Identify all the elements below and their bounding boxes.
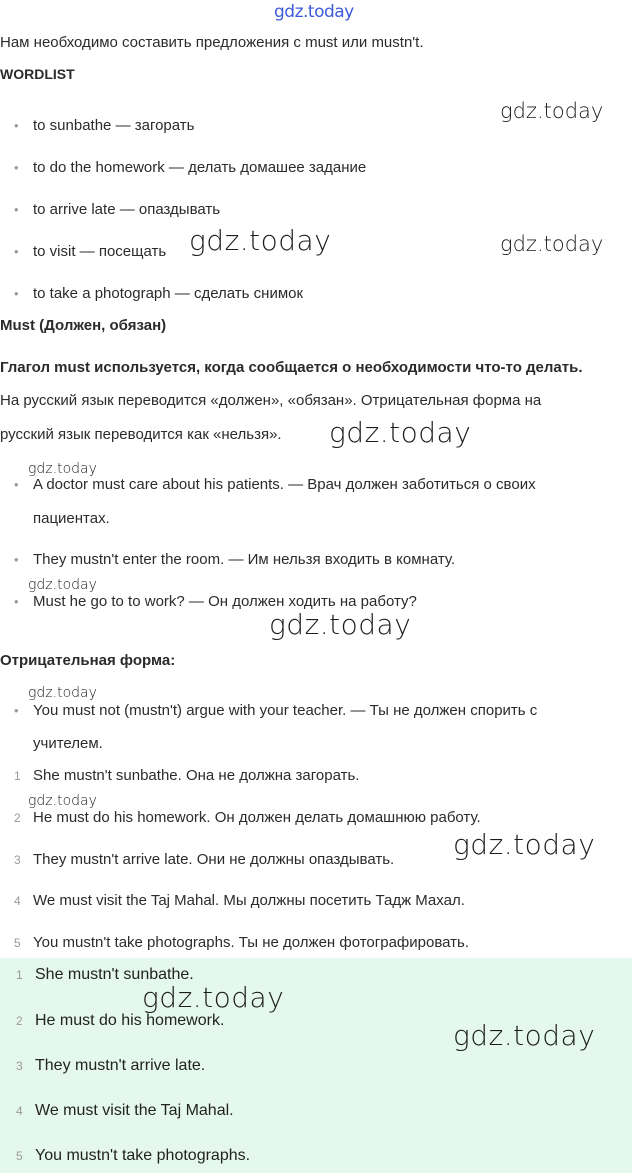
- numbered-item: [14, 892, 465, 909]
- answer-text: They mustn't arrive late.: [35, 1057, 206, 1074]
- watermark: gdz.today: [500, 99, 604, 123]
- wordlist-item-text: to do the homework — делать домашее задание: [33, 159, 367, 176]
- bullet-icon: •: [14, 552, 19, 567]
- item-number: 5: [14, 936, 21, 950]
- negative-example: [14, 702, 537, 719]
- bullet-icon: •: [14, 477, 19, 492]
- example-text: Must he go to to work? — Он должен ходить на работу?: [33, 593, 417, 610]
- example-item: [14, 476, 536, 493]
- rule-bold: Глагол must используется, когда сообщается о необходимости что-то делать.: [0, 359, 583, 376]
- item-number: 3: [14, 853, 21, 867]
- item-text: We must visit the Taj Mahal. Мы должны посетить Тадж Махал.: [33, 892, 465, 909]
- item-number: 4: [14, 894, 21, 908]
- bullet-icon: •: [14, 286, 19, 301]
- watermark: gdz.today: [28, 461, 97, 477]
- answer-number: 4: [16, 1104, 23, 1118]
- item-number: 1: [14, 769, 21, 783]
- bullet-icon: •: [14, 118, 19, 133]
- answer-item: [16, 1057, 205, 1075]
- item-text: She mustn't sunbathe. Она не должна загорать.: [33, 767, 360, 784]
- answer-text: He must do his homework.: [35, 1012, 225, 1029]
- negative-example-text: You must not (mustn't) argue with your teacher. — Ты не должен спорить с: [33, 702, 538, 719]
- wordlist-item: [14, 243, 166, 260]
- answer-number: 1: [16, 968, 23, 982]
- answer-text: She mustn't sunbathe.: [35, 966, 194, 983]
- watermark: gdz.today: [453, 828, 596, 861]
- numbered-item: [14, 767, 359, 784]
- wordlist-item: [14, 285, 303, 302]
- numbered-item: [14, 851, 394, 868]
- watermark: gdz.today: [28, 793, 97, 809]
- bullet-icon: •: [14, 594, 19, 609]
- item-text: He must do his homework. Он должен делать домашнюю работу.: [33, 809, 481, 826]
- site-watermark-top: gdz.today: [274, 2, 354, 22]
- answer-number: 5: [16, 1149, 23, 1163]
- example-text: A doctor must care about his patients. — Врач должен заботиться о своих: [33, 476, 536, 493]
- item-text: You mustn't take photographs. Ты не должен фотографировать.: [33, 934, 469, 951]
- numbered-item: [14, 809, 481, 826]
- item-number: 2: [14, 811, 21, 825]
- rule-line-2: русский язык переводится как «нельзя».: [0, 426, 282, 443]
- must-heading: Must (Должен, обязан): [0, 317, 167, 334]
- wordlist-item-text: to take a photograph — сделать снимок: [33, 285, 304, 302]
- example-item: [14, 551, 455, 568]
- bullet-icon: •: [14, 202, 19, 217]
- answer-item: [16, 1012, 224, 1030]
- numbered-item: [14, 934, 469, 951]
- negative-heading: Отрицательная форма:: [0, 652, 176, 669]
- answer-text: We must visit the Taj Mahal.: [35, 1102, 234, 1119]
- wordlist-item-text: to visit — посещать: [33, 243, 167, 260]
- wordlist-item: [14, 159, 366, 176]
- negative-example-continued: учителем.: [33, 735, 103, 752]
- bullet-icon: •: [14, 160, 19, 175]
- answer-item: [16, 1147, 250, 1165]
- answer-text: You mustn't take photographs.: [35, 1147, 251, 1164]
- intro-text: Нам необходимо составить предложения с must или mustn't.: [0, 34, 424, 51]
- wordlist-item-text: to arrive late — опаздывать: [33, 201, 221, 218]
- answer-item: [16, 1102, 234, 1120]
- wordlist-item: [14, 201, 220, 218]
- example-text-continued: пациентах.: [33, 510, 110, 527]
- bullet-icon: •: [14, 703, 19, 718]
- bullet-icon: •: [14, 244, 19, 259]
- rule-line-1: На русский язык переводится «должен», «обязан». Отрицательная форма на: [0, 392, 542, 409]
- watermark: gdz.today: [500, 232, 604, 256]
- watermark: gdz.today: [189, 224, 332, 257]
- example-text: They mustn't enter the room. — Им нельзя входить в комнату.: [33, 551, 456, 568]
- watermark: gdz.today: [453, 1019, 596, 1052]
- item-text: They mustn't arrive late. Они не должны опаздывать.: [33, 851, 395, 868]
- wordlist-heading: WORDLIST: [0, 66, 75, 82]
- watermark: gdz.today: [142, 981, 285, 1014]
- answer-number: 3: [16, 1059, 23, 1073]
- watermark: gdz.today: [28, 685, 97, 701]
- wordlist-item: [14, 117, 194, 134]
- watermark: gdz.today: [269, 608, 412, 641]
- watermark: gdz.today: [28, 577, 97, 593]
- watermark: gdz.today: [329, 416, 472, 449]
- wordlist-item-text: to sunbathe — загорать: [33, 117, 195, 134]
- answer-number: 2: [16, 1014, 23, 1028]
